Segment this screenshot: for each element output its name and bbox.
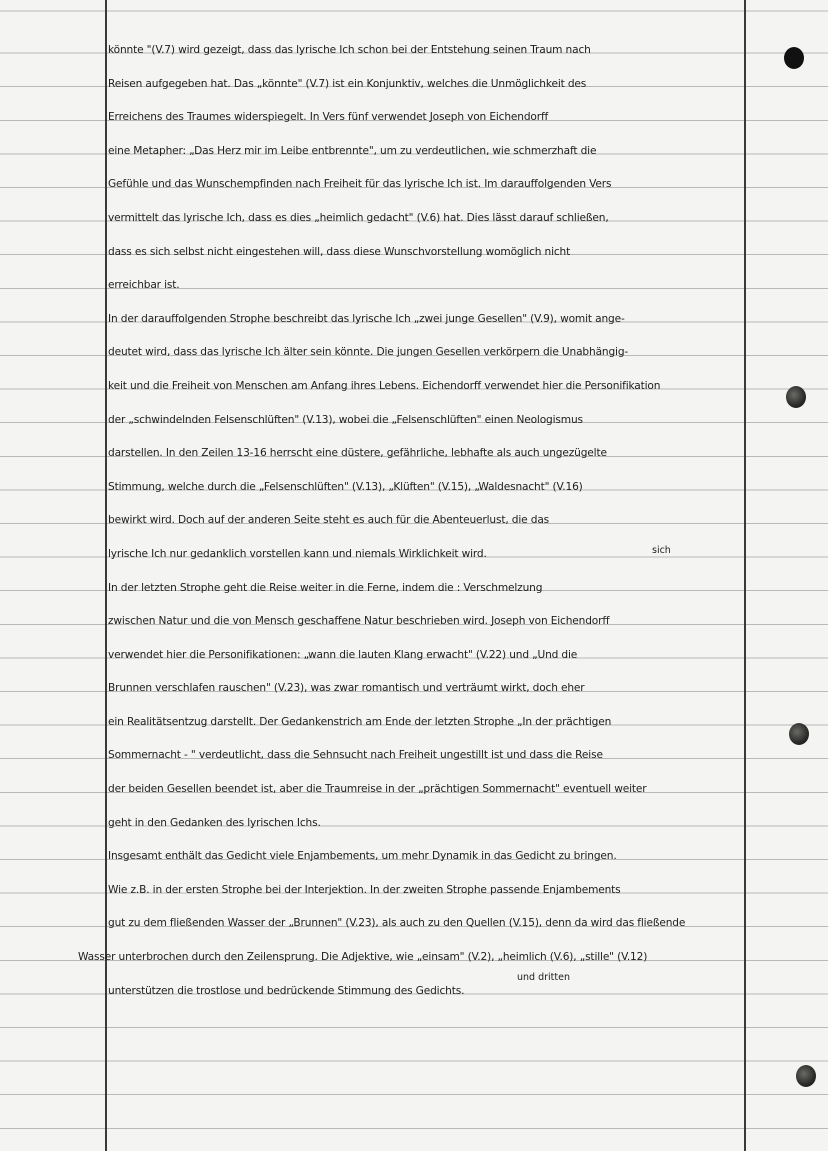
text-line: gut zu dem fließenden Wasser der „Brunnen" (V.23), als auch zu den Quellen (V.15), denn da wird das fließende (108, 917, 686, 930)
text-line: vermittelt das lyrische Ich, dass es dies „heimlich gedacht" (V.6) hat. Dies lässt darauf schließen, (108, 211, 609, 224)
text-line: darstellen. In den Zeilen 13-16 herrscht eine düstere, gefährliche, lebhafte als auch ungezügelte (108, 447, 607, 460)
left-margin-line (105, 0, 107, 1151)
handwritten-text (78, 34, 798, 1008)
text-line: Sommernacht - " verdeutlicht, dass die Sehnsucht nach Freiheit ungestillt ist und dass die Reise (108, 749, 603, 762)
text-line: lyrische Ich nur gedanklich vorstellen kann und niemals Wirklichkeit wird. (108, 547, 487, 560)
text-line: Insgesamt enthält das Gedicht viele Enjambements, um mehr Dynamik in das Gedicht zu bringen. (108, 850, 617, 863)
text-line: Erreichens des Traumes widerspiegelt. In Vers fünf verwendet Joseph von Eichendorff (108, 111, 549, 124)
inserted-word: sich (652, 545, 671, 556)
text-line: Wie z.B. in der ersten Strophe bei der Interjektion. In der zweiten Strophe passende Enjambements (108, 883, 621, 896)
text-line: Gefühle und das Wunschempfinden nach Freiheit für das lyrische Ich ist. Im darauffolgenden Vers (108, 178, 612, 191)
text-line: bewirkt wird. Doch auf der anderen Seite steht es auch für die Abenteuerlust, die das (108, 514, 550, 527)
text-line: unterstützen die trostlose und bedrückende Stimmung des Gedichts. (108, 984, 465, 997)
text-line: zwischen Natur und die von Mensch geschaffene Natur beschrieben wird. Joseph von Eichendorff (108, 615, 610, 628)
text-line: Reisen aufgegeben hat. Das „könnte" (V.7) ist ein Konjunktiv, welches die Unmöglichkeit des (108, 77, 587, 90)
text-line: In der darauffolgenden Strophe beschreibt das lyrische Ich „zwei junge Gesellen" (V.9), womit ange- (108, 312, 625, 325)
text-line: keit und die Freiheit von Menschen am Anfang ihres Lebens. Eichendorff verwendet hier die Personifikation (108, 379, 661, 392)
punch-hole (796, 1065, 816, 1087)
text-line: verwendet hier die Personifikationen: „wann die lauten Klang erwacht" (V.22) und „Und die (108, 648, 578, 661)
text-line: könnte "(V.7) wird gezeigt, dass das lyrische Ich schon bei der Entstehung seinen Traum nach (108, 44, 591, 56)
text-line: In der letzten Strophe geht die Reise weiter in die Ferne, indem die : Verschmelzung (108, 581, 543, 594)
text-line: geht in den Gedanken des lyrischen Ichs. (108, 816, 321, 829)
text-line: Stimmung, welche durch die „Felsenschlüften" (V.13), „Klüften" (V.15), „Waldesnacht" (V.16) (108, 480, 583, 493)
inserted-word: und dritten (517, 972, 570, 983)
text-line: der beiden Gesellen beendet ist, aber die Traumreise in der „prächtigen Sommernacht" eventuell weiter (108, 783, 647, 796)
text-line: ein Realitätsentzug darstellt. Der Gedankenstrich am Ende der letzten Strophe „In der prächtigen (108, 715, 612, 728)
text-line: Wasser unterbrochen durch den Zeilensprung. Die Adjektive, wie „einsam" (V.2), „heimlich (V.6), „stille" (V.12) (78, 951, 648, 964)
text-line: erreichbar ist. (108, 279, 180, 292)
text-line: eine Metapher: „Das Herz mir im Leibe entbrennte", um zu verdeutlichen, wie schmerzhaft die (108, 144, 597, 157)
text-line: dass es sich selbst nicht eingestehen will, dass diese Wunschvorstellung womöglich nicht (108, 245, 571, 258)
text-line: der „schwindelnden Felsenschlüften" (V.13), wobei die „Felsenschlüften" einen Neologismus (108, 413, 583, 426)
text-line: deutet wird, dass das lyrische Ich älter sein könnte. Die jungen Gesellen verkörpern die Unabhängig- (108, 346, 629, 359)
text-line: Brunnen verschlafen rauschen" (V.23), was zwar romantisch und verträumt wirkt, doch eher (108, 682, 585, 695)
